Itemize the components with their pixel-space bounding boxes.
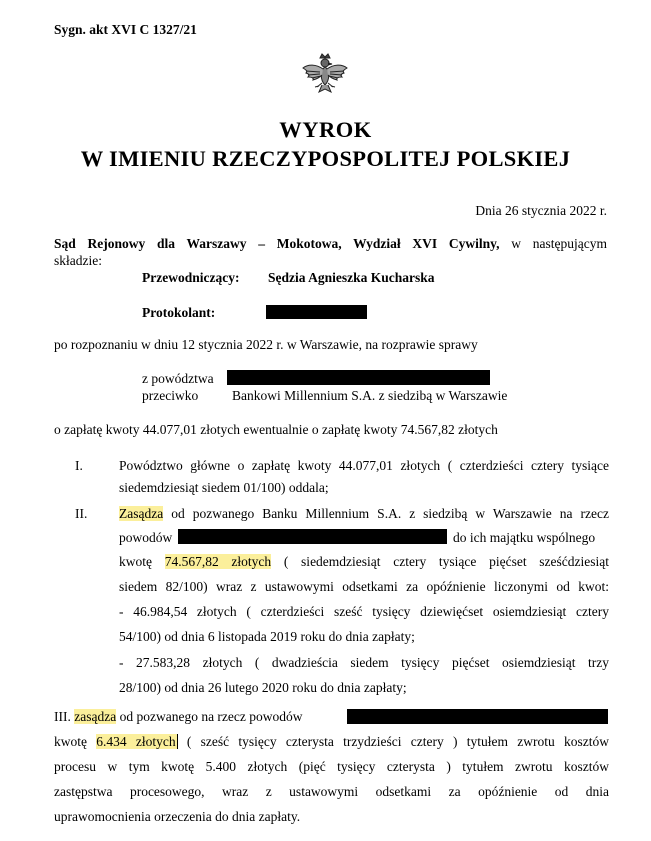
point-2-line-3-b: ( siedemdziesiąt cztery tysiące pięćset sześćdziesiąt <box>271 554 609 569</box>
polish-eagle-emblem-icon <box>300 52 350 98</box>
case-reference: Sygn. akt XVI C 1327/21 <box>54 22 197 37</box>
point-3-line-4: zastępstwa procesowego, wraz z ustawowymi odsetkami za opóźnienie od dnia <box>54 784 609 799</box>
claim-line: o zapłatę kwoty 44.077,01 złotych ewentualnie o zapłatę kwoty 74.567,82 złotych <box>54 422 498 437</box>
hearing-line: po rozpoznaniu w dniu 12 stycznia 2022 r. w Warszawie, na rozprawie sprawy <box>54 337 478 352</box>
redaction-plaintiff <box>227 370 490 385</box>
point-3-line-2 <box>54 734 609 750</box>
point-2-line-3-a: kwotę <box>119 554 165 569</box>
point-2-line-6: 54/100) od dnia 6 listopada 2019 roku do dnia zapłaty; <box>119 629 415 644</box>
point-2-line-1 <box>119 506 609 522</box>
point-2-line-7: - 27.583,28 złotych ( dwadzieścia siedem tysięcy pięćset osiemdziesiąt trzy <box>119 655 609 670</box>
title-verdict: WYROK <box>279 117 372 142</box>
highlight-zasadza: Zasądza <box>119 506 164 521</box>
point-3-line-1-rest: od pozwanego na rzecz powodów <box>116 709 303 724</box>
clerk-label: Protokolant: <box>142 305 216 320</box>
point-2-line-8: 28/100) od dnia 26 lutego 2020 roku do dnia zapłaty; <box>119 680 407 695</box>
point-2-line-3 <box>119 554 609 570</box>
point-2-plaintiffs-label: powodów <box>119 530 173 545</box>
highlight-amount-6434: 6.434 złotych <box>96 734 176 749</box>
highlight-zasadza-2: zasądza <box>74 709 117 724</box>
court-rest: w następującym <box>499 236 607 251</box>
point-3-number: III. <box>54 709 71 724</box>
defendant-name: Bankowi Millennium S.A. z siedzibą w Warszawie <box>232 388 508 403</box>
chair-name: Sędzia Agnieszka Kucharska <box>268 270 435 285</box>
point-3-line-5: uprawomocnienia orzeczenia do dnia zapłaty. <box>54 809 301 824</box>
redaction-plaintiffs-3 <box>347 709 608 724</box>
point-1-number: I. <box>75 458 83 473</box>
court-name: Sąd Rejonowy dla Warszawy – Mokotowa, Wydział XVI Cywilny, <box>54 236 500 251</box>
chair-label: Przewodniczący: <box>142 270 240 285</box>
point-3-line-2-a: kwotę <box>54 734 97 749</box>
point-2-line-1-rest: od pozwanego Banku Millennium S.A. z siedzibą w Warszawie na rzecz <box>163 506 609 521</box>
plaintiff-label: z powództwa <box>142 371 214 386</box>
point-3-line-1 <box>54 709 303 725</box>
redaction-plaintiffs-2 <box>178 529 447 544</box>
point-3-line-2-b: ( sześć tysięcy czterysta trzydzieści cztery ) tytułem zwrotu kosztów <box>177 734 609 749</box>
point-2-line-2-rest: do ich majątku wspólnego <box>453 530 596 545</box>
redaction-clerk <box>266 305 367 319</box>
point-1-line-2: siedemdziesiąt siedem 01/100) oddala; <box>119 480 329 495</box>
court-composition: składzie: <box>54 253 102 268</box>
title-in-name-of-republic: W IMIENIU RZECZYPOSPOLITEJ POLSKIEJ <box>80 146 571 171</box>
point-2-number: II. <box>75 506 88 521</box>
against-label: przeciwko <box>142 388 199 403</box>
date-line: Dnia 26 stycznia 2022 r. <box>475 203 607 218</box>
court-line <box>54 236 607 252</box>
point-2-line-4: siedem 82/100) wraz z ustawowymi odsetkami za opóźnienie liczonymi od kwot: <box>119 579 609 594</box>
point-1-line-1: Powództwo główne o zapłatę kwoty 44.077,01 złotych ( czterdzieści cztery tysiące <box>119 458 609 473</box>
point-2-line-5: - 46.984,54 złotych ( czterdzieści sześć tysięcy dziewięćset osiemdziesiąt cztery <box>119 604 609 619</box>
highlight-amount-74567: 74.567,82 złotych <box>164 554 272 569</box>
point-3-line-3: procesu w tym kwotę 5.400 złotych (pięć tysięcy czterysta ) tytułem zwrotu kosztów <box>54 759 609 774</box>
